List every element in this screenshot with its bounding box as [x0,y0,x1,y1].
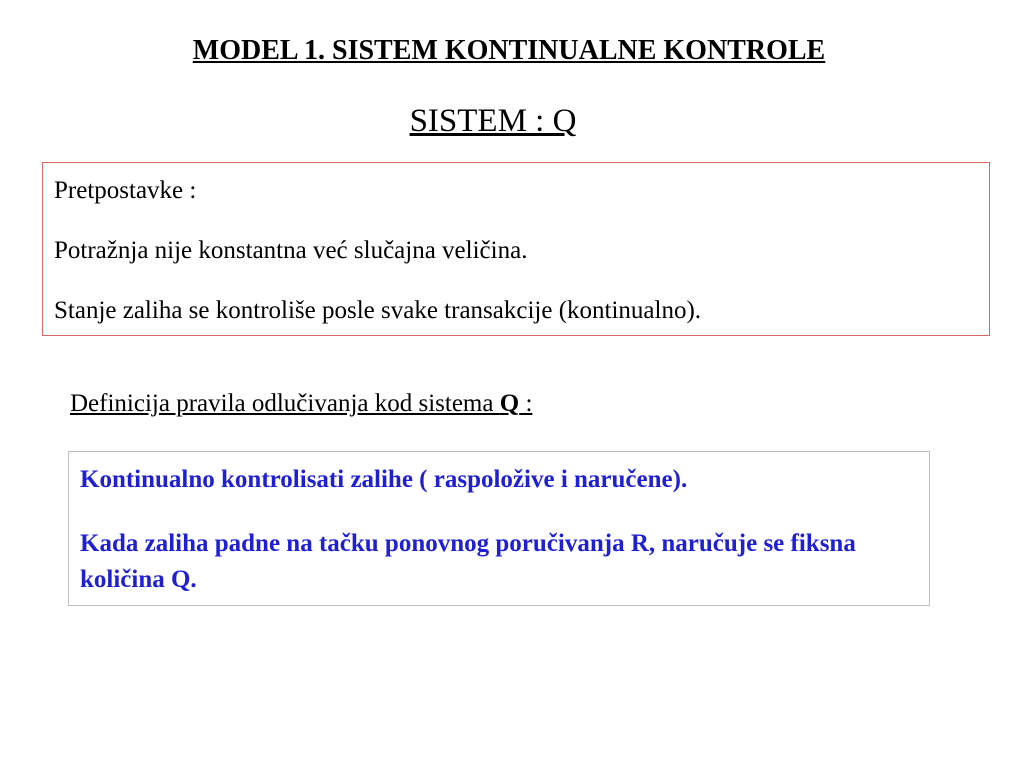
definition-heading [70,388,532,420]
definition-heading-text: Definicija pravila odlučivanja kod sistema [70,390,500,417]
definition-heading-system-name: Q [499,390,520,417]
decision-rule-item: Kada zaliha padne na tačku ponovnog poručivanja R, naručuje se fiksna količina Q. [80,530,856,593]
assumptions-heading: Pretpostavke : [54,177,197,204]
decision-rule-item: Kontinualno kontrolisati zalihe ( raspoložive i naručene). [80,466,688,493]
slide-subtitle: SISTEM : Q [409,103,577,139]
decision-rule-box [68,451,930,606]
assumption-item: Stanje zaliha se kontroliše posle svake transakcije (kontinualno). [54,297,702,324]
definition-heading-suffix: : [519,390,533,417]
assumptions-box [42,162,990,336]
slide-title: MODEL 1. SISTEM KONTINUALNE KONTROLE [192,35,826,66]
assumption-item: Potražnja nije konstantna već slučajna veličina. [54,237,528,264]
